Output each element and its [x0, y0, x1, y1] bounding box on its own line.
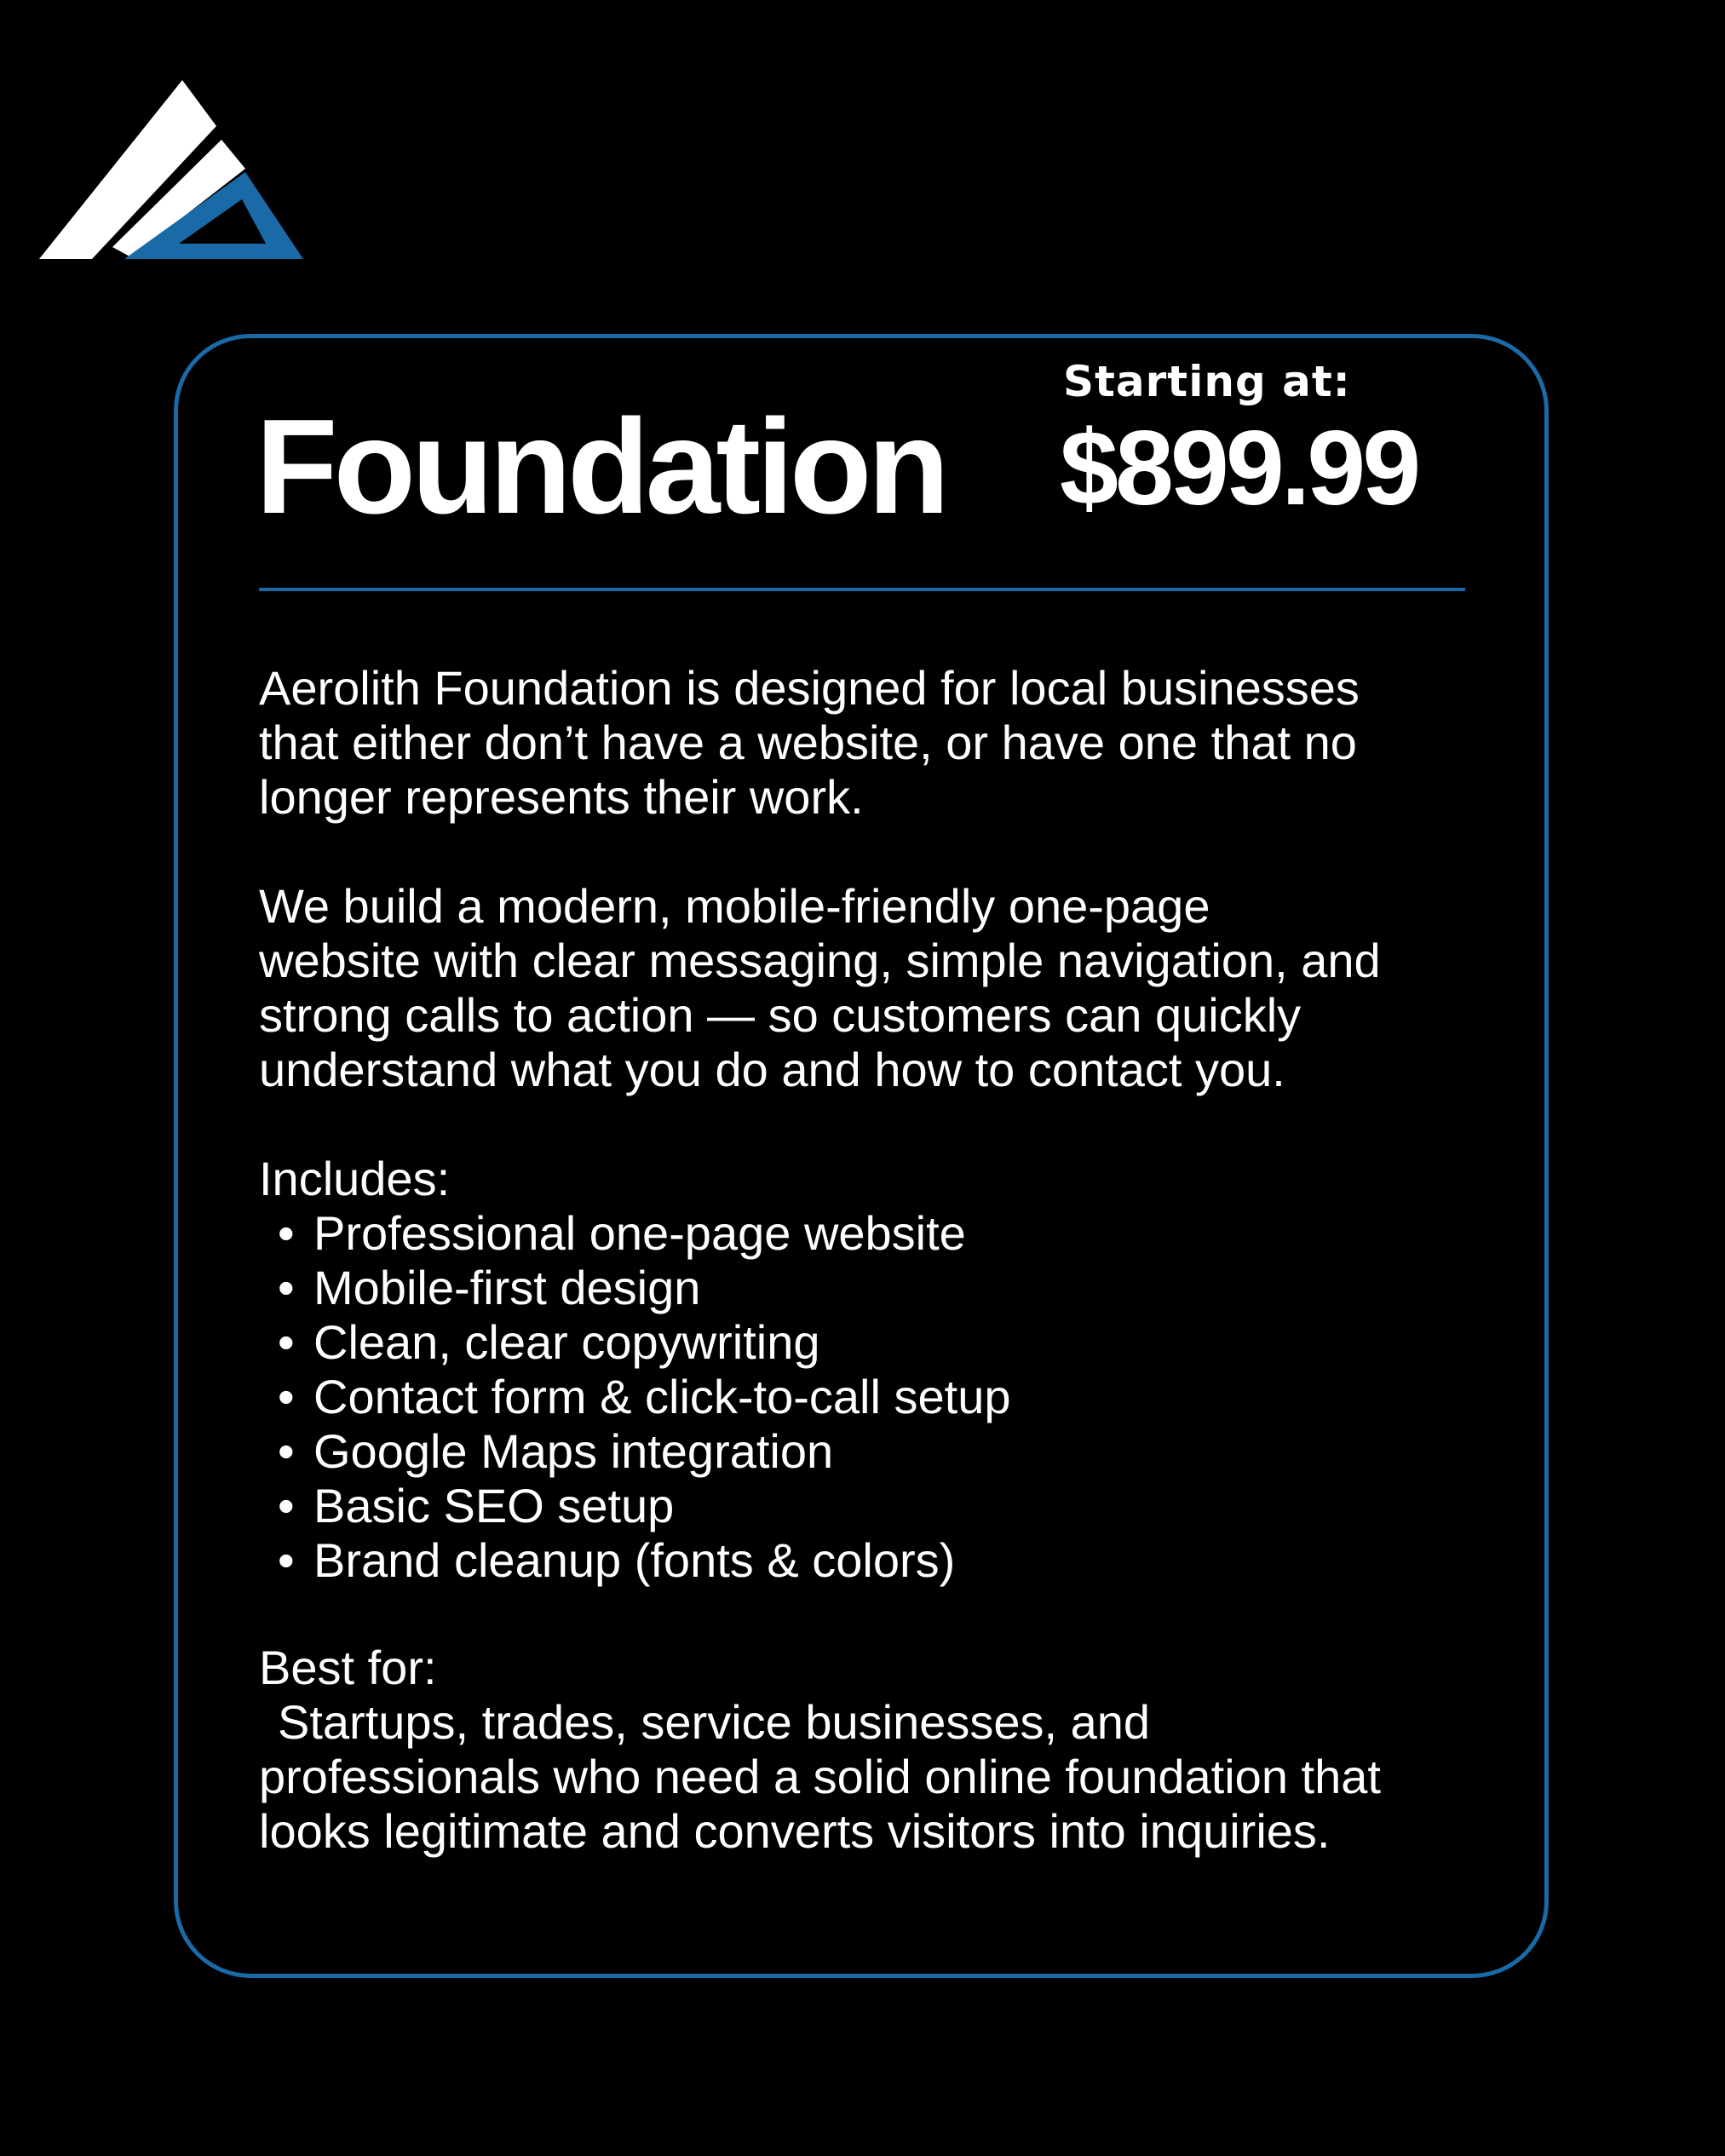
best-for-line: professionals who need a solid online foundation that [259, 1750, 1381, 1803]
includes-item [259, 1315, 1469, 1370]
build-line: strong calls to action — so customers can quickly [259, 988, 1302, 1042]
bullet-icon: • [278, 1315, 295, 1369]
build-paragraph [259, 879, 1469, 1097]
intro-line: Aerolith Foundation is designed for local businesses [259, 661, 1360, 715]
bullet-icon: • [278, 1206, 295, 1260]
includes-item [259, 1370, 1469, 1424]
includes-item [259, 1206, 1469, 1261]
bullet-icon: • [278, 1479, 295, 1532]
intro-line: that either don’t have a website, or have one that no [259, 716, 1357, 769]
includes-heading: Includes: [259, 1152, 451, 1205]
build-line: We build a modern, mobile-friendly one-page [259, 879, 1210, 933]
includes-item [259, 1533, 1469, 1588]
best-for-line: Startups, trades, service businesses, and [278, 1695, 1151, 1749]
price-value: $899.99 [1060, 410, 1418, 527]
bullet-icon: • [278, 1424, 295, 1478]
intro-line: longer represents their work. [259, 770, 864, 824]
includes-item-label: Google Maps integration [313, 1424, 834, 1478]
aerolith-logo-icon [39, 80, 308, 264]
includes-item-label: Contact form & click-to-call setup [313, 1370, 1011, 1423]
best-for-section [259, 1641, 1469, 1859]
includes-item-label: Basic SEO setup [313, 1479, 675, 1532]
best-for-heading: Best for: [259, 1641, 437, 1694]
includes-item [259, 1261, 1469, 1315]
intro-paragraph [259, 661, 1469, 825]
includes-item-label: Clean, clear copywriting [313, 1315, 820, 1369]
bullet-icon: • [278, 1370, 295, 1423]
build-line: website with clear messaging, simple navigation, and [259, 934, 1381, 987]
includes-section [259, 1152, 1469, 1588]
includes-list [259, 1206, 1469, 1588]
price-label: Starting at: [1063, 357, 1351, 406]
includes-item-label: Professional one-page website [313, 1206, 966, 1260]
bullet-icon: • [278, 1533, 295, 1587]
includes-item [259, 1424, 1469, 1479]
includes-item-label: Mobile-first design [313, 1261, 701, 1314]
title-divider [259, 588, 1465, 591]
includes-item [259, 1479, 1469, 1533]
includes-item-label: Brand cleanup (fonts & colors) [313, 1533, 956, 1587]
best-for-line: looks legitimate and converts visitors into inquiries. [259, 1804, 1331, 1858]
build-line: understand what you do and how to contact you. [259, 1043, 1285, 1096]
plan-title: Foundation [256, 392, 946, 542]
bullet-icon: • [278, 1261, 295, 1314]
